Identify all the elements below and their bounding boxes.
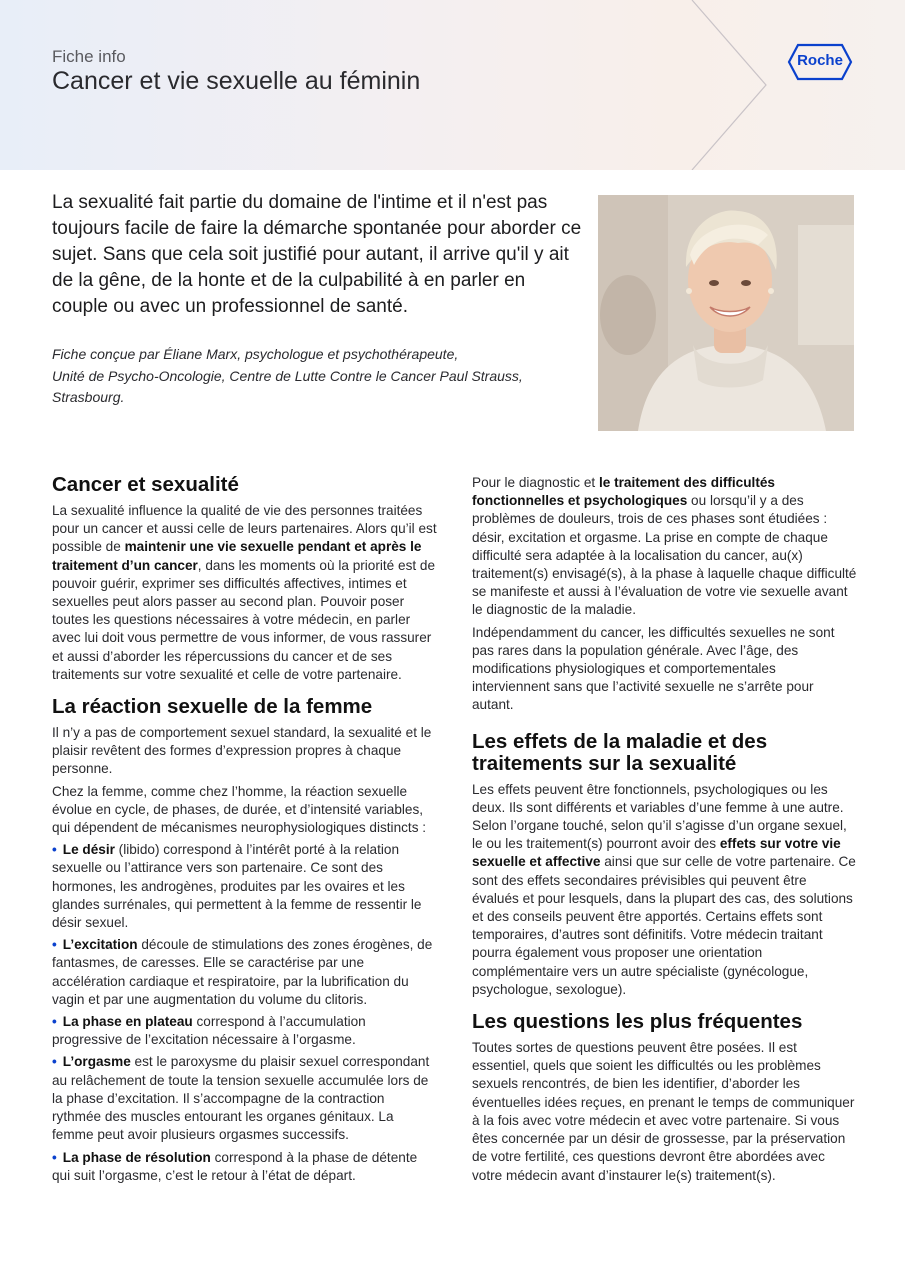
emphasis-text: le traitement des difficultés fonctionnelles et psychologiques	[472, 475, 775, 509]
phase-text: (libido) correspond à l’intérêt porté à la relation sexuelle ou l’attirance vers son partenaire. Ce sont des hormones, les androgènes, produites par les ovaires et les glandes surrénales, qui permettent à la femme de ressentir le désir sexuel.	[52, 842, 422, 931]
document-title: Cancer et vie sexuelle au féminin	[52, 67, 421, 95]
section-title-effets: Les effets de la maladie et des traitements sur la sexualité	[472, 729, 768, 775]
author-credit	[52, 344, 572, 409]
bullet-dot-icon: •	[52, 1149, 57, 1165]
bullet-dot-icon: •	[52, 1014, 57, 1030]
intro-paragraph: La sexualité fait partie du domaine de l'intime et il n'est pas toujours facile de faire la démarche spontanée pour aborder ce sujet. Sans que cela soit justifié pour autant, il arrive qu'il y ait de la gêne, de la honte et de la culpabilité à en parler en couple ou avec un professionnel de santé.	[52, 192, 582, 317]
credit-line: Unité de Psycho-Oncologie, Centre de Lutte Contre le Cancer Paul Strauss,	[52, 367, 523, 384]
section-title-questions: Les questions les plus fréquentes	[472, 1010, 803, 1034]
portrait-photo	[598, 195, 854, 431]
phase-term: L’excitation	[62, 937, 138, 953]
emphasis-text: maintenir une vie sexuelle pendant et après le traitement d’un cancer	[52, 539, 422, 573]
reaction-paragraph-2: Chez la femme, comme chez l’homme, la réaction sexuelle évolue en cycle, de phases, de durée, et d’intensité variables, qui dépendent de mécanismes neurophysiologiques distincts :	[52, 783, 427, 836]
bullet-dot-icon: •	[52, 842, 57, 858]
left-column	[52, 474, 437, 1189]
right-column	[472, 474, 857, 1189]
credit-line: Fiche conçue par Éliane Marx, psychologue et psychothérapeute,	[52, 346, 459, 362]
header-banner	[0, 0, 905, 170]
bullet-dot-icon: •	[52, 1054, 57, 1070]
woman-portrait-illustration	[598, 195, 854, 431]
text-run: La sexualité influence la qualité de vie des personnes traitées pour un cancer et aussi celle de leurs partenaires. Alors qu’il est possible de	[52, 503, 437, 555]
diagnostic-paragraph-1	[472, 474, 857, 620]
credit-line: Strasbourg.	[52, 389, 125, 405]
phase-bullet	[52, 936, 437, 1009]
bullet-dot-icon: •	[52, 937, 57, 953]
document-kicker: Fiche info	[52, 47, 126, 66]
phase-text: est le paroxysme du plaisir sexuel correspondant au relâchement de toute la tension sexuelle accumulée lors de la phase d’excitation. Il s’accompagne de la contraction rythmée des muscles entourant les organes génitaux. La femme peut avoir plusieurs orgasmes successifs.	[52, 1054, 430, 1143]
text-run: ou lorsqu’il y a des problèmes de douleurs, trois de ces phases sont étudiées : désir, excitation et orgasme. La prise en compte de chaque difficulté sera adaptée à la localisation du cancer, au(x) traitement(s) envisagé(s), à la phase à laquelle chaque difficulté se manifeste et aussi à l’évaluation de votre vie sexuelle avant le diagnostic de la maladie.	[472, 493, 857, 618]
reaction-paragraph-1: Il n’y a pas de comportement sexuel standard, la sexualité et le plaisir revêtent des formes d’expression propres à chaque personne.	[52, 725, 432, 777]
phase-bullet	[52, 1013, 437, 1049]
emphasis-text: effets sur votre vie sexuelle et affective	[472, 836, 841, 870]
text-run: Pour le diagnostic et	[472, 475, 599, 490]
phase-text: correspond à la phase de détente qui suit l’orgasme, c’est le retour à l’état de départ.	[52, 1149, 418, 1183]
phase-term: Le désir	[62, 842, 115, 858]
effets-paragraph	[472, 781, 857, 999]
phase-bullet	[52, 1053, 437, 1144]
text-run: , dans les moments où la priorité est de pouvoir guérir, exprimer ses difficultés affectives, intimes et sexuelles peut alors passer au second plan. Pouvoir poser toutes les questions nécessaires à votre médecin, en parler avec lui doit vous permettre de vous informer, de vous rassurer et aussi d’aborder les répercussions du cancer et de ses traitements sur votre sexualité et celle de votre partenaire.	[52, 557, 436, 682]
diagnostic-paragraph-2: Indépendamment du cancer, les difficultés sexuelles ne sont pas rares dans la population générale. Avec l’âge, des modifications physiologiques et comportementales interviennent sans que l’activité sexuelle ne s’arrête pour autant.	[472, 624, 835, 713]
section-title-cancer: Cancer et sexualité	[52, 473, 239, 496]
section-title-reaction: La réaction sexuelle de la femme	[52, 695, 373, 719]
phase-bullet	[52, 841, 437, 932]
phase-term: La phase de résolution	[62, 1149, 211, 1165]
text-run: Les effets peuvent être fonctionnels, psychologiques ou les deux. Ils sont différents et variables d’une femme à une autre. Selon l’organe touché, selon qu’il s’agisse d’un organe sexuel, le ou les traitement(s) pourront avoir des	[472, 781, 847, 852]
questions-paragraph: Toutes sortes de questions peuvent être posées. Il est essentiel, quels que soient les difficultés ou les problèmes sexuels rencontrés, de bien les identifier, d’aborder les éventuelles idées reçues, en prenant le temps de communiquer à la fois avec votre médecin et avec votre partenaire. Si vous êtes concernée par un désir de grossesse, par la préservation de votre fertilité, ces questions devront être abordées avec votre médecin avant d’instaurer le(s) traitement(s).	[472, 1040, 855, 1183]
phase-bullet	[52, 1149, 437, 1185]
phase-term: L’orgasme	[62, 1054, 131, 1070]
text-run: ainsi que sur celle de votre partenaire. Ce sont des effets secondaires prévisibles qui peuvent être évalués et pour lesquels, dans la plupart des cas, des solutions et des conseils peuvent être apportés. Certains effets sont temporaires, d’autres sont définitifs. Votre médecin traitant pourra également vous proposer une orientation complémentaire vers un autre spécialiste (gynécologue, psychologue, sexologue).	[472, 854, 856, 997]
cancer-paragraph	[52, 502, 437, 684]
phase-text: découle de stimulations des zones érogènes, de fantasmes, de caresses. Elle se caractérise par une accélération cardiaque et respiratoire, par la lubrification du vagin et par une augmentation du volume du clitoris.	[52, 937, 433, 1007]
roche-logo	[787, 43, 853, 81]
logo-text: Roche	[797, 52, 843, 69]
phase-term: La phase en plateau	[62, 1014, 193, 1030]
phase-text: correspond à l’accumulation progressive de l’excitation nécessaire à l’orgasme.	[52, 1014, 366, 1048]
